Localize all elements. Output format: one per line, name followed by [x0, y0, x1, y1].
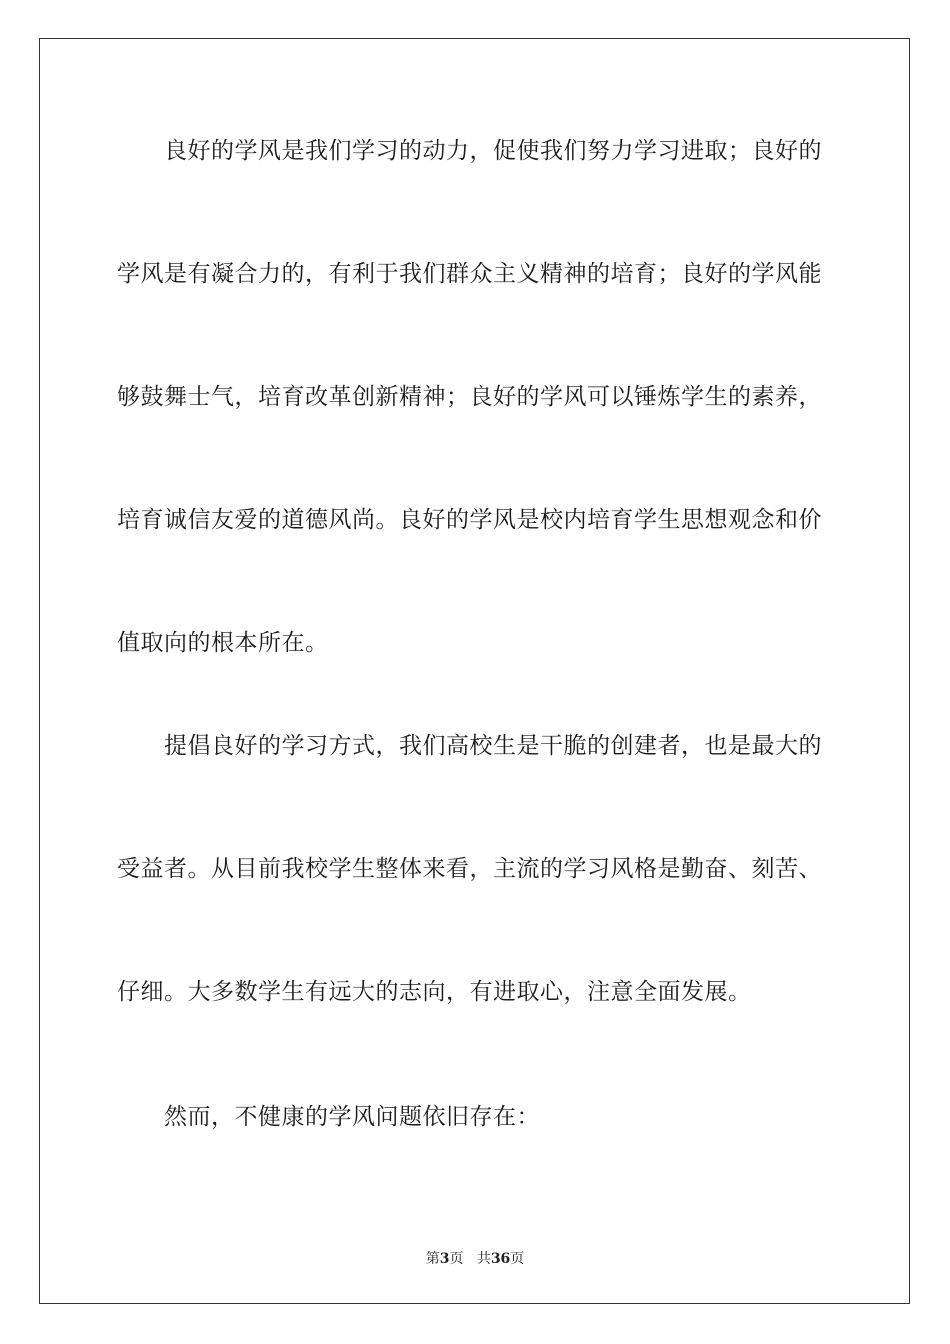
paragraph-1-line-2: 学风是有凝合力的，有利于我们群众主义精神的培育；良好的学风能 [117, 261, 822, 287]
page-footer [0, 1248, 950, 1268]
paragraph-2-line-1: 提倡良好的学习方式，我们高校生是干脆的创建者，也是最大的 [164, 733, 822, 759]
footer-total-suffix: 页 [510, 1251, 525, 1267]
paragraph-1-line-5: 值取向的根本所在。 [117, 630, 329, 656]
footer-total-pages: 36 [490, 1251, 511, 1267]
paragraph-1-line-3: 够鼓舞士气，培育改革创新精神；良好的学风可以锤炼学生的素养， [117, 384, 822, 410]
footer-page-suffix: 页 [449, 1251, 464, 1267]
paragraph-2-line-3: 仔细。大多数学生有远大的志向，有进取心，注意全面发展。 [117, 979, 752, 1005]
paragraph-1-line-1: 良好的学风是我们学习的动力，促使我们努力学习进取；良好的 [164, 138, 822, 164]
paragraph-2-line-2: 受益者。从目前我校学生整体来看，主流的学习风格是勤奋、刻苦、 [117, 856, 822, 882]
footer-page-number: 3 [439, 1251, 450, 1267]
paragraph-1-line-4: 培育诚信友爱的道德风尚。良好的学风是校内培育学生思想观念和价 [117, 507, 822, 533]
footer-page-prefix: 第 [425, 1251, 440, 1267]
paragraph-3-line-1: 然而，不健康的学风问题依旧存在： [164, 1104, 540, 1130]
footer-total-prefix: 共 [476, 1251, 491, 1267]
